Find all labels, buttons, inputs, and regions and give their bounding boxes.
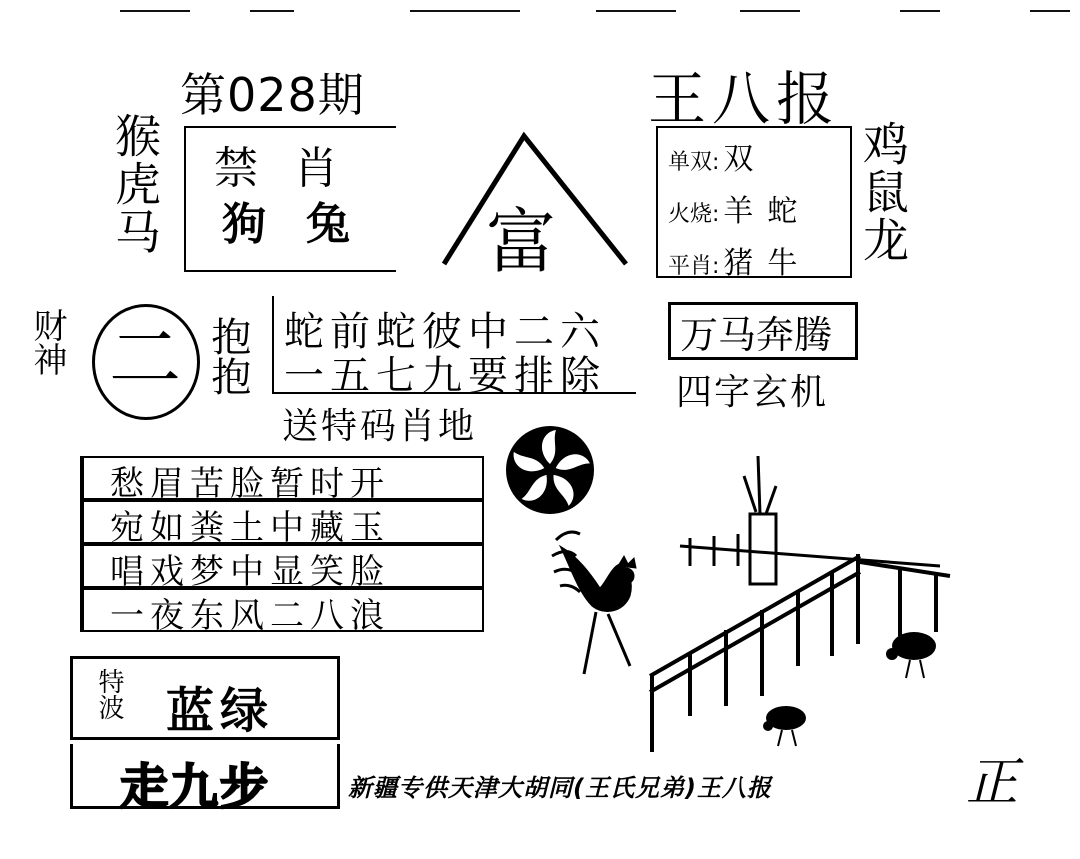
poem-line: 一夜东风二八浪 (110, 596, 390, 636)
top-dash (596, 10, 676, 12)
top-dash (410, 10, 520, 12)
paper-name: 王八报 (648, 65, 841, 133)
info-value: 羊蛇 (723, 194, 812, 229)
info-parity (668, 134, 767, 178)
top-dash (900, 10, 940, 12)
left-animals: 猴虎马 (108, 112, 162, 256)
riddle-line: 蛇前蛇彼中二六 (284, 309, 606, 355)
wealth-suffix: 抱抱 (205, 316, 251, 396)
poem-line: 唱戏梦中显笑脸 (110, 552, 390, 592)
footer-credit: 新疆专供天津大胡同(王氏兄弟)王八报 (348, 774, 772, 802)
rooster-illustration (500, 416, 960, 756)
center-fu-char: 富 (486, 201, 556, 283)
right-animals: 鸡鼠龙 (856, 120, 910, 264)
four-char-label: 四字玄机 (676, 372, 829, 413)
info-label: 平肖: (668, 254, 720, 279)
special-wave-colors: 蓝绿 (166, 683, 275, 739)
bauhinia-flower-icon (506, 426, 594, 514)
info-flat (668, 238, 811, 282)
top-dash (1030, 10, 1070, 12)
info-label: 单双: (668, 150, 720, 175)
special-send: 送特码肖地 (282, 406, 478, 447)
issue-number: 第028期 (180, 68, 365, 122)
wealth-god-label: 财神 (27, 308, 67, 376)
forbidden-title: 禁肖 (214, 143, 374, 194)
riddle-line: 一五七九要排除 (284, 353, 606, 399)
info-value: 双 (723, 142, 768, 177)
special-wave-label: 特波 (94, 668, 124, 720)
zheng-mark: 正 (966, 753, 1019, 813)
top-dash (740, 10, 800, 12)
info-fire (668, 186, 811, 230)
steps-text: 走九步 (120, 759, 271, 815)
poem-line: 宛如粪土中藏玉 (110, 508, 390, 548)
four-char-phrase: 万马奔腾 (680, 313, 833, 357)
info-label: 火烧: (668, 202, 720, 227)
info-value: 猪牛 (723, 246, 812, 281)
top-dash (250, 10, 294, 12)
forbidden-animals: 狗兔 (222, 199, 390, 250)
top-dash (120, 10, 190, 12)
poem-line: 愁眉苦脸暂时开 (110, 464, 390, 504)
wealth-number: 二 (108, 316, 181, 400)
